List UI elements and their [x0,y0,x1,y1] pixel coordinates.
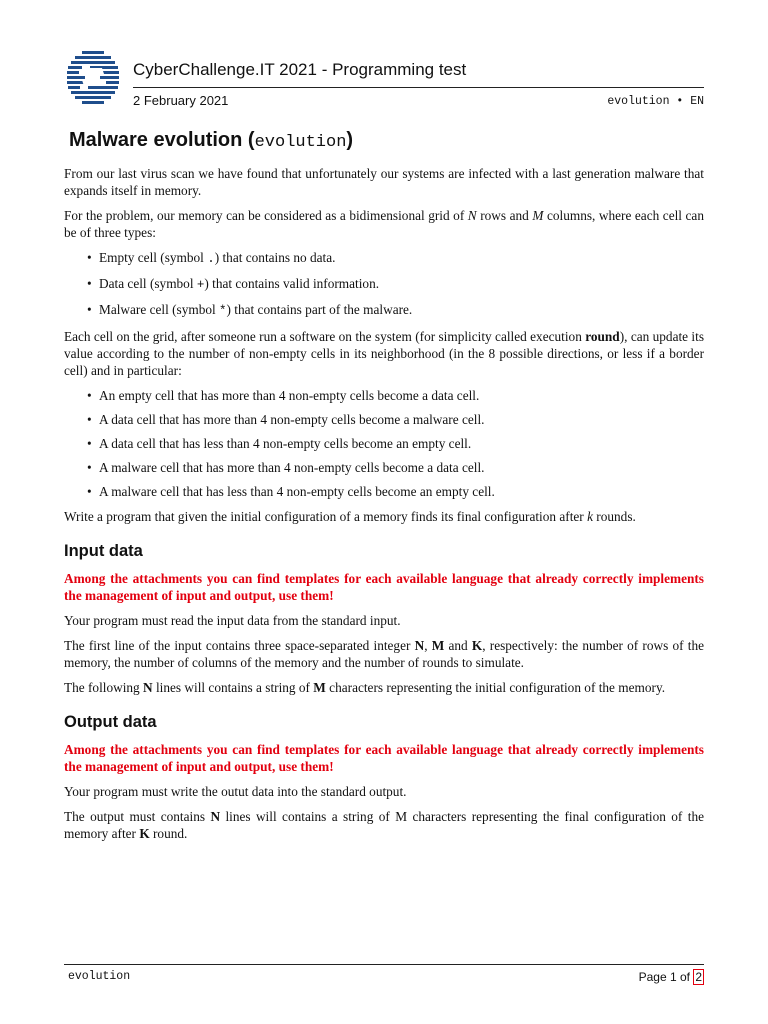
total-pages-link[interactable]: 2 [695,970,702,984]
input-paragraph-1: Your program must read the input data from the standard input. [64,613,401,628]
cell-types-list [64,249,704,320]
grid-paragraph: For the problem, our memory can be considered as a bidimensional grid of N rows and M columns, where each cell can be of three types: [64,208,704,240]
header-date: 2 February 2021 [133,93,229,108]
list-item: • A malware cell that has more than 4 non-empty cells become a data cell. [87,460,485,475]
input-heading: Input data [64,542,143,560]
list-item: • Malware cell (symbol *) that contains part of the malware. [87,302,413,318]
header-task-language: evolution • EN [607,95,704,108]
intro-paragraph: From our last virus scan we have found that unfortunately our systems are infected with a last generation malware that expands itself in memory. [64,166,704,198]
round-paragraph: Each cell on the grid, after someone run a software on the system (for simplicity called execution round), can update its value according to the number of non-empty cells in its neighborhood (in the 8 possible directions, or less if a border cell) and in particular: [64,329,704,378]
output-paragraph-2: The output must contains N lines will contains a string of M characters representing the final configuration of the memory after K round. [64,809,705,841]
header-title: CyberChallenge.IT 2021 - Programming test [133,60,467,79]
cyberchallenge-logo-icon [66,50,120,106]
rules-list [64,387,704,500]
output-paragraph-1: Your program must write the outut data into the standard output. [64,784,407,799]
write-paragraph: Write a program that given the initial configuration of a memory finds its final configuration after k rounds. [64,509,636,524]
footer-task-name: evolution [68,970,131,983]
page-title: Malware evolution (evolution) [69,129,354,152]
output-note: Among the attachments you can find templates for each available language that already correctly implements the management of input and output, use them! [64,742,704,774]
input-paragraph-3: The following N lines will contains a string of M characters representing the initial configuration of the memory. [64,680,666,695]
list-item: • A data cell that has more than 4 non-empty cells become a malware cell. [87,412,485,427]
list-item: • A data cell that has less than 4 non-empty cells become an empty cell. [87,436,472,451]
list-item: • Data cell (symbol +) that contains valid information. [87,276,380,292]
footer-divider [64,964,704,965]
list-item: • A malware cell that has less than 4 non-empty cells become an empty cell. [87,484,495,499]
header-divider [133,87,704,88]
output-heading: Output data [64,713,157,731]
input-note: Among the attachments you can find templates for each available language that already correctly implements the management of input and output, use them! [64,571,704,603]
task-name-code: evolution [254,133,347,152]
list-item: • An empty cell that has more than 4 non-empty cells become a data cell. [87,388,480,403]
document-body [64,129,705,850]
list-item: • Empty cell (symbol .) that contains no data. [87,250,336,266]
input-paragraph-2: The first line of the input contains three space-separated integer N, M and K, respectively: the number of rows of the memory, the number of columns of the memory and the number of rounds to simulate. [64,638,704,670]
footer-page-number: Page 1 of 2 [638,970,702,984]
